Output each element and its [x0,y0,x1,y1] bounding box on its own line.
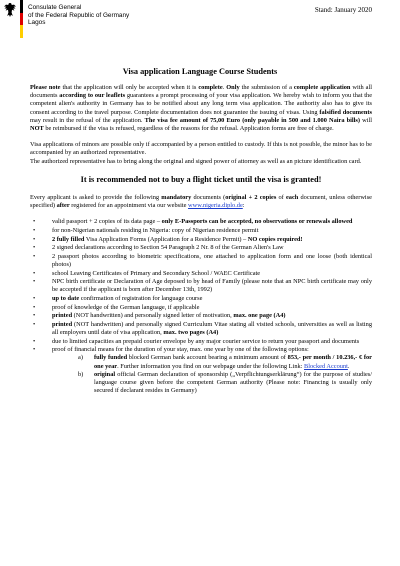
list-item: • proof of knowledge of the German language, if applicable [30,304,372,312]
list-item: b) original official German declaration of sponsorship („Verpflichtungserklärung“) for the purpose of studies/ language course given before the competent German authority (Please note: Financing is usually only secured if declarant resides in Germany) [78,370,372,395]
list-item: • up to date confirmation of registration for language course [30,295,372,303]
sender-address: Consulate General of the Federal Republic of Germany Lagos [28,4,130,27]
blocked-account-link[interactable]: Blocked Account [304,362,348,370]
page-title: Visa application Language Course Students [122,67,278,76]
financial-options-list [78,354,372,395]
list-item: • for non-Nigerian nationals residing in Nigeria: copy of Nigerian residence permit [30,227,372,235]
list-item: • printed (NOT handwritten) and personally signed Curriculum Vitae stating all visited schools, universities as well as listing all employers until date of visa application, max. two pages (A4) [30,321,372,337]
list-item: • due to limited capacities an prepaid courier envelope by any major courier service to return your passport and documents [30,338,372,346]
list-item: • 2 passport photos according to biometric specifications, one attached to application form and one loose (both identical photos) [30,253,372,269]
applicant-paragraph: Every applicant is asked to provide the following mandatory documents (original + 2 copies of each document, unless otherwise specified) after registered for an appointment via our website www.nigeria.diplo.de: [30,194,372,210]
list-item: • 2 signed declarations according to Section 54 Paragraph 2 Nr. 8 of the German Alien's Law [30,244,372,252]
list-item: • school Leaving Certificates of Primary and Secondary School / WAEC Certificate [30,270,372,278]
list-item: • 2 fully filled Visa Application Forms (Application for a Residence Permit) – NO copies required! [30,236,372,244]
website-link[interactable]: www.nigeria.diplo.de [188,202,243,210]
federal-eagle-icon [3,2,17,18]
requirements-list [30,218,372,395]
list-item: • proof of financial means for the duration of your stay, max. one year by one of the following options: a) fully funded blocked German bank account bearing a minimum amount of 853,- per month / 10.236,- € for one year. Further information you find on our webpage under the following Link: Blocked Account. b) original official German declaration of sponsorship („Verpflichtungserklärung“) for the purpose of studies/ language course given before the competent German authority (Please note: Financing is usually only secured if declarant resides in Germany) [30,346,372,395]
list-item: a) fully funded blocked German bank account bearing a minimum amount of 853,- per month / 10.236,- € for one year. Further information you find on our webpage under the following Link: Blocked Account. [78,354,372,370]
intro-paragraph: Please note that the application will only be accepted when it is complete. Only the submission of a complete application with all documents according to our leaflets guarantees a prompt processing of your visa application. We hereby wish to inform you that the competent alien's authority in Germany has to be notified about any long term visa application. The authority also has to give its consent according to the travel purpose. Complete documentation does not guarantee the issuing of visas. Using falsified documents may result in the refusal of the application. The visa fee amount of 75,00 Euro (only payable in 500 and 1.000 Naira bills) will NOT be reimbursed if the visa is refused, regardless of the reasons for the refusal. Application forms are free of charge. [30,84,373,133]
minors-paragraph: Visa applications of minors are possible only if accompanied by a person entitled to custody. If this is not possible, the minor has to be accompanied by an authorized representative. The authorized representative has to bring along the original and signed power of attorney as well as an picture identification card. [30,141,372,165]
document-body [30,84,372,396]
document-date: Stand: January 2020 [314,6,372,14]
german-flag-stripe [20,0,23,38]
list-item: • valid passport + 2 copies of its data page – only E-Passports can be accepted, no observations or renewals allowed [30,218,372,226]
list-item: • printed (NOT handwritten) and personally signed letter of motivation, max. one page (A4) [30,312,372,320]
list-item: • NPC birth certificate or Declaration of Age deposed to by head of Family (please note that an NPC birth certificate may only be accepted if the applicant is born after December 13th, 1992) [30,278,372,294]
flight-warning: It is recommended not to buy a flight ticket until the visa is granted! [80,174,322,184]
letterhead [0,0,400,40]
